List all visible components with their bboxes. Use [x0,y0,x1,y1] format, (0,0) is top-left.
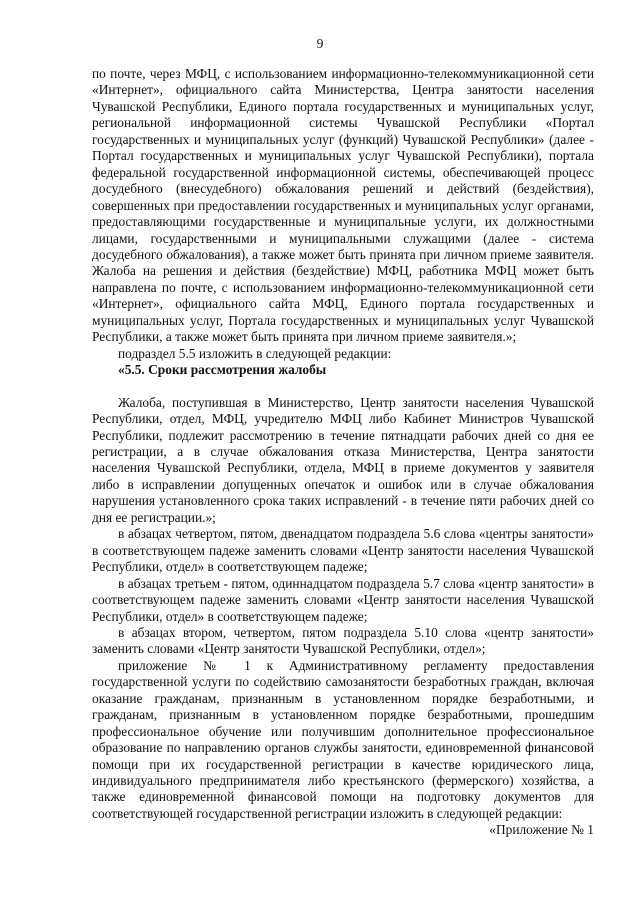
paragraph-subsection-5-10: в абзацах втором, четвертом, пятом подраздела 5.10 слова «центр занятости» заменить словами «Центр занятости Чувашской Республики, отдел»; [92,624,594,657]
paragraph-review-terms: Жалоба, поступившая в Министерство, Центр занятости населения Чувашской Республики, отдел, МФЦ, учредителю МФЦ либо Кабинет Министров Чувашской Республики, подлежит рассмотрению в течение пятнадцати рабочих дней со дня ее регистрации, а в случае обжалования отказа Министерства, Центра занятости населения Чувашской Республики, отдела, МФЦ в приеме документов у заявителя либо в исправлении допущенных опечаток и ошибок или в случае обжалования нарушения установленного срока таких исправлений - в течение пяти рабочих дней со дня ее регистрации.»; [92,394,594,525]
paragraph-subsection-5-7: в абзацах третьем - пятом, одиннадцатом подраздела 5.7 слова «центр занятости» в соответствующем падеже заменить словами «Центр занятости населения Чувашской Республики, отдел» в соответствующем падеже; [92,575,594,624]
paragraph-appendix-1: приложение № 1 к Административному регламенту предоставления государственной услуги по содействию самозанятости безработных граждан, включая оказание гражданам, признанным в установленном порядке безработными, и гражданам, признанным в установленном порядке безработными, прошедшим профессиональное обучение или получившим дополнительное профессиональное образование по направлению органов службы занятости, единовременной финансовой помощи при их государственной регистрации в качестве юридического лица, индивидуального предпринимателя либо крестьянского (фермерского) хозяйства, а также единовременной финансовой помощи на подготовку документов для соответствующей государственной регистрации изложить в следующей редакции: [92,657,594,821]
paragraph-complaint-channels: по почте, через МФЦ, с использованием информационно-телекоммуникационной сети «Интернет», официального сайта Министерства, Центра занятости населения Чувашской Республики, Единого портала государственных и муниципальных услуг, региональной информационной системы Чувашской Республики «Портал государственных и муниципальных услуг (функций) Чувашской Республики» (далее - Портал государственных и муниципальных услуг Чувашской Республики), портала федеральной государственной информационной системы, обеспечивающей процесс досудебного (внесудебного) обжалования решений и действий (бездействия), совершенных при предоставлении государственных и муниципальных услуг органами, предоставляющими государственные и муниципальные услуги, их должностными лицами, государственными и муниципальными служащими (далее - система досудебного обжалования), а также может быть принята при личном приеме заявителя. Жалоба на решения и действия (бездействие) МФЦ, работника МФЦ может быть направлена по почте, с использованием информационно-телекоммуникационной сети «Интернет», официального сайта МФЦ, Единого портала государственных и муниципальных услуг, Портала государственных и муниципальных услуг Чувашской Республики, а также может быть принята при личном приеме заявителя.»; [92,66,594,345]
paragraph-subsection-5-5-intro: подраздел 5.5 изложить в следующей редакции: [118,345,392,361]
appendix-label: «Приложение № 1 [489,822,594,838]
page-number: 9 [316,36,324,51]
paragraph-subsection-5-6: в абзацах четвертом, пятом, двенадцатом подраздела 5.6 слова «центры занятости» в соответствующем падеже заменить словами «Центр занятости населения Чувашской Республики, отдел» в соответствующем падеже; [92,526,594,575]
section-heading-5-5: «5.5. Сроки рассмотрения жалобы [118,362,327,378]
document-body [92,66,594,839]
